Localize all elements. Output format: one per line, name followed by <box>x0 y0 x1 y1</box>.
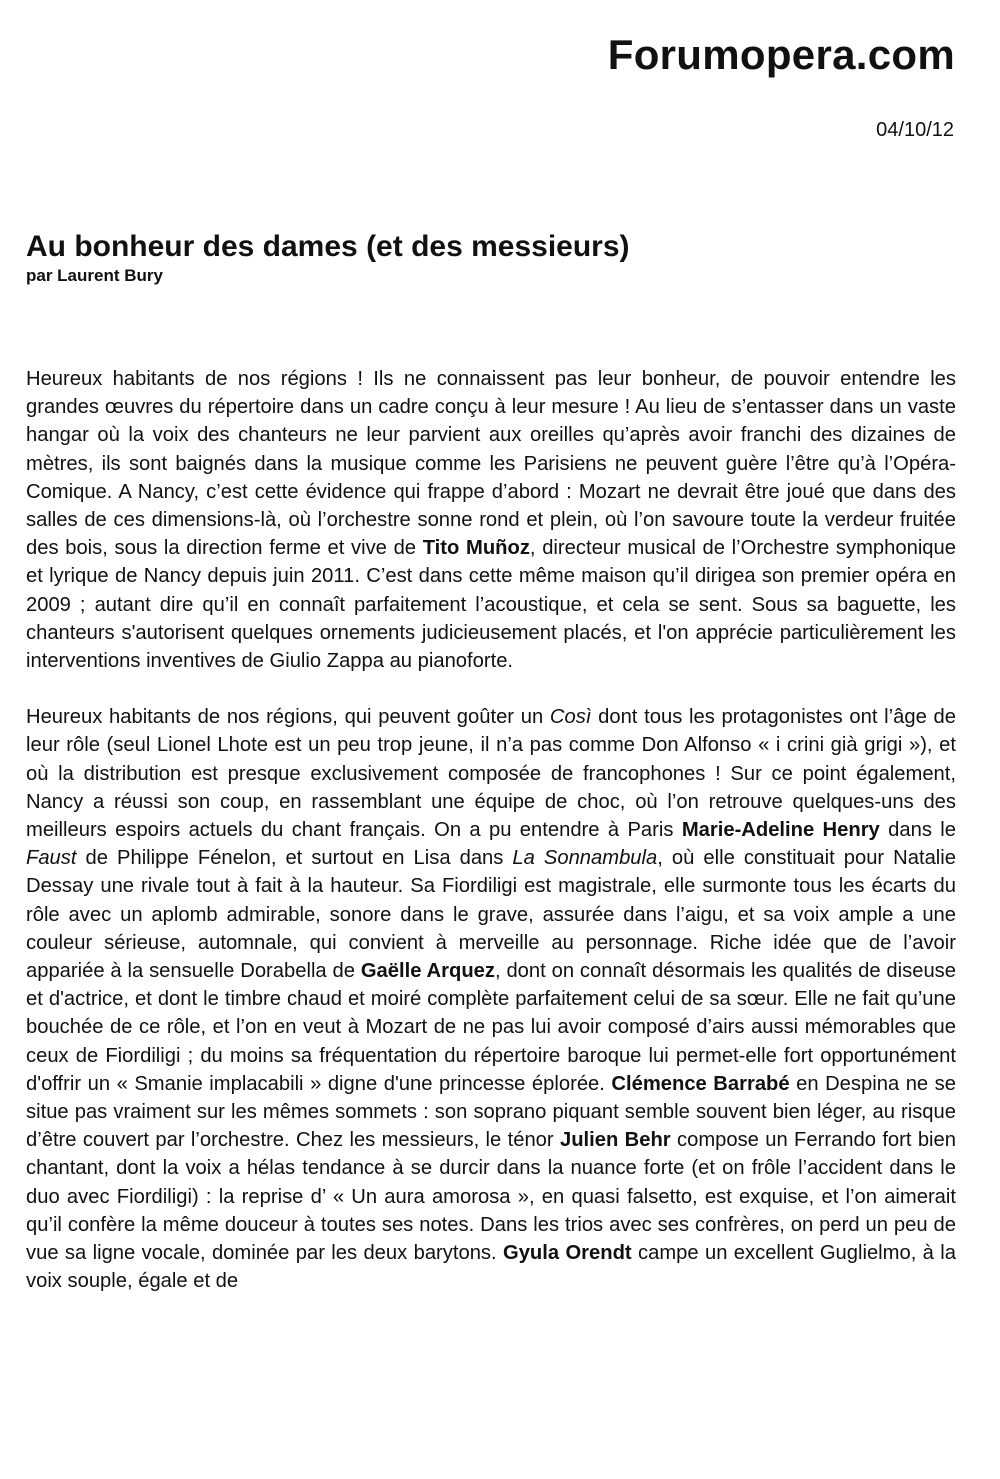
performer-name: Clémence Barrabé <box>611 1072 790 1095</box>
site-name: Forumopera.com <box>607 31 955 78</box>
performer-name: Gaëlle Arquez <box>360 960 495 983</box>
paragraph-text: , où elle constituait pour Natalie Dessay une rivale tout à fait à la hauteur. Sa Fiordiligi est magistrale, elle surmonte tous les écarts du rôle avec un aplomb admirable, sonore dans le grave, assurée dans l’aigu, et sa voix ample a une couleur sérieuse, automnale, qui convient à merveille au personnage. Riche idée que de l’avoir appariée à la sensuelle Dorabella de <box>26 847 957 983</box>
performer-name: Julien Behr <box>559 1129 671 1152</box>
paragraph-text: Heureux habitants de nos régions ! Ils ne connaissent pas leur bonheur, de pouvoir entendre les grandes œuvres du répertoire dans un cadre conçu à leur mesure ! Au lieu de s’entasser dans un vaste hangar où la voix des chanteurs ne leur parvient aux oreilles qu’après avoir franchi des dizaines de mètres, ils sont baignés dans la musique comme les Parisiens ne peuvent guère l’être qu’à l’Opéra-Comique. A Nancy, c’est cette évidence qui frappe d’abord : Mozart ne devrait être joué que dans des salles de ces dimensions-là, où l’orchestre sonne rond et plein, où l’on savoure toute la verdeur fruitée des bois, sous la direction ferme et vive de <box>26 368 956 560</box>
publication-date: 04/10/12 <box>876 119 954 141</box>
article-paragraph <box>26 365 956 675</box>
paragraph-text: de Philippe Fénelon, et surtout en Lisa dans <box>76 847 513 870</box>
performer-name: Tito Muñoz <box>422 537 530 560</box>
paragraph-text: dont tous les protagonistes ont l’âge de leur rôle (seul Lionel Lhote est un peu trop jeune, il n’a pas comme Don Alfonso « i crini già grigi »), et où la distribution est presque exclusivement composée de francophones ! Sur ce point également, Nancy a réussi son coup, en rassemblant une équipe de choc, où l’on retrouve quelques-uns des meilleurs espoirs actuels du chant français. On a pu entendre à Paris <box>26 706 957 842</box>
paragraph-text: Heureux habitants de nos régions, qui peuvent goûter un <box>26 706 550 729</box>
paragraph-text: , directeur musical de l’Orchestre symphonique et lyrique de Nancy depuis juin 2011. C’est dans cette même maison qu’il dirigea son premier opéra en 2009 ; autant dire qu’il en connaît parfaitement l’acoustique, et cela se sent. Sous sa baguette, les chanteurs s'autorisent quelques ornements judicieusement placés, et l'on apprécie particulièrement les interventions inventives de Giulio Zappa au pianoforte. <box>26 537 956 673</box>
work-title: Faust <box>26 847 77 870</box>
article-title: Au bonheur des dames (et des messieurs) <box>26 230 630 263</box>
performer-name: Marie-Adeline Henry <box>681 819 880 842</box>
article-byline: par Laurent Bury <box>26 266 163 285</box>
paragraph-text: , dont on connaît désormais les qualités de diseuse et d'actrice, et dont le timbre chaud et moiré complète parfaitement celui de sa sœur. Elle ne fait qu’une bouchée de ce rôle, et l’on en veut à Mozart de ne pas lui avoir composé d’airs aussi mémorables que ceux de Fiordiligi ; du moins sa fréquentation du répertoire baroque lui permet-elle fort opportunément d'offrir un « Smanie implacabili » digne d'une princesse éplorée. <box>26 960 956 1095</box>
work-title: Così <box>549 706 592 729</box>
paragraph-text: en Despina ne se situe pas vraiment sur les mêmes sommets : son soprano piquant semble souvent bien léger, au risque d’être couvert par l’orchestre. Chez les messieurs, le ténor <box>26 1072 956 1152</box>
paragraph-text: dans le <box>879 819 957 842</box>
work-title: La Sonnambula <box>512 847 658 870</box>
paragraph-text: compose un Ferrando fort bien chantant, dont la voix a hélas tendance à se durcir dans la nuance forte (et on frôle l’accident dans le duo avec Fiordiligi) : la reprise d’ « Un aura amorosa », en quasi falsetto, est exquise, et l’on aimerait qu’il confère la même douceur à toutes ses notes. Dans les trios avec ses confrères, on perd un peu de vue sa ligne vocale, dominée par les deux barytons. <box>26 1129 956 1265</box>
performer-name: Gyula Orendt <box>503 1242 632 1265</box>
paragraph-text: campe un excellent Guglielmo, à la voix souple, égale et de <box>26 1242 956 1293</box>
article-paragraph <box>26 703 956 1295</box>
article-body <box>26 365 956 1324</box>
